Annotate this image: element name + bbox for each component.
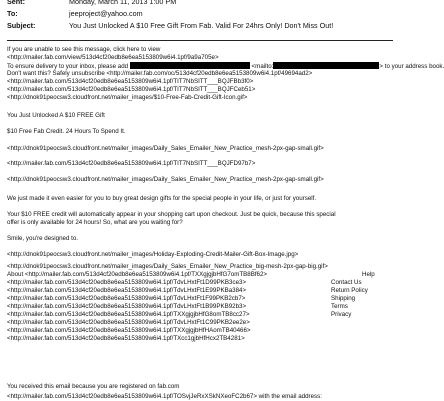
footer-row (7, 327, 393, 335)
footer-link[interactable]: <http://mailer.fab.com/513d4cf20edb8e6ea5153809w6i4.1pf/TXcc1gjbHfHcx2TB4281> (7, 335, 245, 342)
credit-subheading: $10 Free Fab Credit. 24 Hours To Spend It. (7, 128, 126, 135)
header-divider (7, 40, 393, 41)
privacy-link[interactable]: Privacy (331, 311, 352, 318)
subject-label: Subject: (7, 21, 36, 30)
redacted-address (130, 62, 250, 69)
footer-row (7, 271, 393, 279)
link-line[interactable]: <http://mailer.fab.com/513d4cf20edb8e6ea5153809w6i4.1pf/TIT7NbSITT___BQJFBb3f0> (7, 78, 254, 85)
mailto-prefix[interactable]: <mailto: (251, 63, 274, 70)
to-row (7, 9, 143, 18)
unlocked-heading: You Just Unlocked A $10 FREE Gift (7, 112, 105, 119)
sent-value: Monday, March 11, 2013 1:00 PM (69, 0, 177, 6)
view-online-link[interactable]: <http://mailer.fab.com/view/513d4cf20edb8e6ea5153809w6i4.1pf/9a9a705e> (7, 54, 219, 61)
footer-row (7, 287, 393, 295)
gift-icon-image-link[interactable]: <http://dnok91peocsw3.cloudfront.net/mailer_images/$10-Free-Fab-Credit-Gift-Icon.gif> (7, 94, 248, 101)
link-line[interactable]: <http://mailer.fab.com/513d4cf20edb8e6ea5153809w6i4.1pf/TIT7NbSITT___BQJFD97b7> (7, 160, 256, 167)
body-paragraph: offer is only available for 24 hours! So, what are you waiting for? (7, 219, 183, 226)
redacted-mailto (273, 62, 379, 69)
view-online-text: If you are unable to see this message, click here to view (7, 46, 161, 53)
footer-link[interactable]: <http://mailer.fab.com/513d4cf20edb8e6ea5153809w6i4.1pf/TXXgjgjbHfHAomTB40466> (7, 327, 251, 334)
body-paragraph: We just made it even easier for you to buy great design gifts for the special people in your life, or just for yourself. (7, 195, 317, 202)
subject-value: You Just Unlocked A $10 Free Gift From Fab. Valid For 24hrs Only! Don't Miss Out! (69, 21, 334, 30)
footer-row (7, 335, 393, 343)
footer-link[interactable]: <http://mailer.fab.com/513d4cf20edb8e6ea5153809w6i4.1pf/TdvLHxtFt1D99PKB3ce3> (7, 279, 247, 286)
sent-row (7, 0, 176, 6)
link-line[interactable]: <http://mailer.fab.com/513d4cf20edb8e6ea5153809w6i4.1pf/TIT7NbSITT___BQJFCeb51> (7, 86, 256, 93)
shipping-link[interactable]: Shipping (331, 295, 356, 302)
to-value[interactable]: jeeproject@yahoo.com (69, 9, 143, 18)
subject-row (7, 21, 333, 30)
registration-notice: You received this email because you are registered on fab.com (7, 383, 180, 390)
registration-link-line[interactable]: <http://mailer.fab.com/513d4cf20edb8e6ea5153809w6i4.1pf/TOSvjJeRxXSkNXeoFC2b67> with the email address: (7, 393, 322, 400)
footer-link[interactable]: About <http://mailer.fab.com/513d4cf20edb8e6ea5153809w6i4.1pf/TXXgjgjbHfG7omTB8Bf62> (7, 271, 268, 278)
footer-links-table (7, 271, 393, 343)
unsubscribe-line[interactable]: Don't want this? Safely unsubscribe <http://mailer.fab.com/oc/513d4cf20edb8e6ea5153809w6i4.1pf/49694ad2> (7, 70, 313, 77)
footer-link[interactable]: <http://mailer.fab.com/513d4cf20edb8e6ea5153809w6i4.1pf/TdvLHxtFt1F99PKB2cb7> (7, 295, 246, 302)
footer-row (7, 279, 393, 287)
contact-us-link[interactable]: Contact Us (331, 279, 362, 286)
to-label: To: (7, 9, 18, 18)
big-mesh-image-link[interactable]: <http://dnok91peocsw3.cloudfront.net/mailer_images/Daily_Sales_Emailer_New_Practice_big-mesh-2px-gap-big.gif> (7, 263, 328, 270)
footer-link[interactable]: <http://mailer.fab.com/513d4cf20edb8e6ea5153809w6i4.1pf/TdvLHxtFt1C99PKB2ee2e> (7, 319, 250, 326)
help-link[interactable]: Help (362, 271, 375, 278)
footer-row (7, 295, 393, 303)
footer-link[interactable]: <http://mailer.fab.com/513d4cf20edb8e6ea5153809w6i4.1pf/TXXgjgjbHfG8omTB8cc27> (7, 311, 250, 318)
sign-off: Smile, you're designed to. (7, 235, 79, 242)
footer-row (7, 303, 393, 311)
mesh-image-link[interactable]: <http://dnok91peocsw3.cloudfront.net/mailer_images/Daily_Sales_Emailer_New_Practice_mesh-2px-gap-small.gif> (7, 145, 324, 152)
footer-row (7, 319, 393, 327)
footer-row (7, 311, 393, 319)
safelist-text: To ensure delivery to your inbox, please add (7, 63, 129, 70)
terms-link[interactable]: Terms (331, 303, 348, 310)
footer-link[interactable]: <http://mailer.fab.com/513d4cf20edb8e6ea5153809w6i4.1pf/TdvLHxtFt1E99PKBa384> (7, 287, 247, 294)
footer-link[interactable]: <http://mailer.fab.com/513d4cf20edb8e6ea5153809w6i4.1pf/TdvLHxtFt1B99PKB92b3> (7, 303, 247, 310)
gift-box-image-link[interactable]: <http://dnok91peocsw3.cloudfront.net/mailer_images/Holiday-Exploding-Credit-Mailer-Gift-Box-Image.jpg> (7, 251, 299, 258)
return-policy-link[interactable]: Return Policy (331, 287, 368, 294)
safelist-suffix: > to your address book. (379, 63, 444, 70)
mesh-image-link[interactable]: <http://dnok91peocsw3.cloudfront.net/mailer_images/Daily_Sales_Emailer_New_Practice_mesh-2px-gap-small.gif> (7, 176, 324, 183)
sent-label: Sent: (7, 0, 25, 6)
body-paragraph: Your $10 FREE credit will automatically appear in your shopping cart upon checkout. Just be quick, because this special (7, 211, 336, 218)
